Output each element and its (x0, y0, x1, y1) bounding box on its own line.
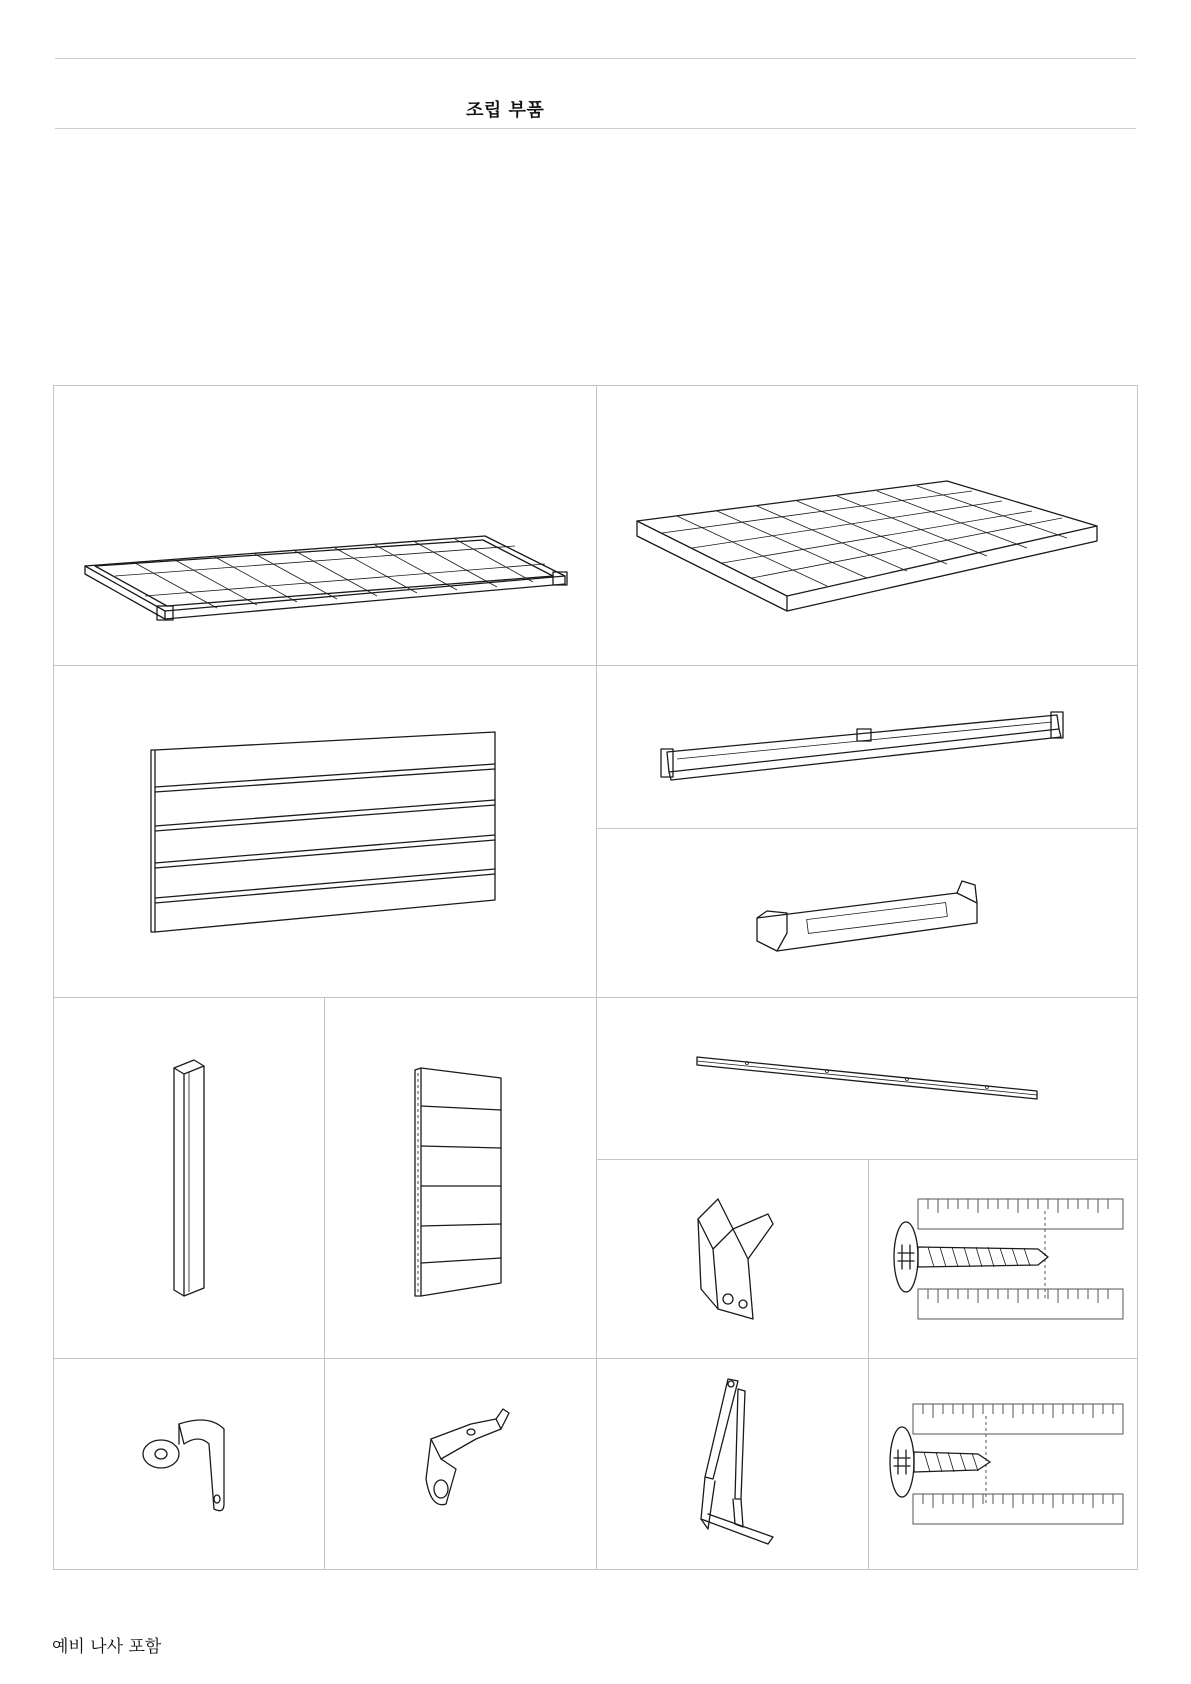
post-illustration (149, 1048, 229, 1308)
roof-grid-illustration (617, 426, 1117, 626)
part-hinge-bracket (596, 1159, 869, 1359)
parts-grid (53, 385, 1138, 1570)
part-long-rod (596, 997, 1138, 1160)
rod-illustration (687, 1039, 1047, 1119)
part-narrow-panel (324, 997, 597, 1359)
narrow-panel-illustration (401, 1048, 521, 1308)
part-roof-panel-grid (596, 385, 1138, 666)
u-bracket-illustration (129, 1404, 249, 1524)
floor-frame-illustration (65, 426, 585, 626)
part-floor-frame (53, 385, 597, 666)
screw-illustration (878, 1189, 1128, 1329)
beam-illustration (647, 697, 1087, 797)
part-handle (596, 828, 1138, 998)
part-corner-post (53, 997, 325, 1359)
header-rule (55, 58, 1136, 59)
handle-illustration (737, 863, 997, 963)
part-gas-strut (596, 1358, 869, 1570)
spare-screws-note: 예비 나사 포함 (52, 1637, 162, 1657)
hinge-illustration (673, 1189, 793, 1329)
part-u-bracket (53, 1358, 325, 1570)
part-wall-panel (53, 665, 597, 998)
screw-illustration (878, 1394, 1128, 1534)
wall-panel-illustration (135, 722, 515, 942)
title-rule (55, 128, 1136, 129)
part-top-beam (596, 665, 1138, 829)
part-z-bracket (324, 1358, 597, 1570)
gas-strut-illustration (673, 1369, 793, 1559)
part-short-screw (868, 1358, 1138, 1570)
page-title: 조립 부품 (466, 100, 545, 121)
part-long-screw (868, 1159, 1138, 1359)
z-bracket-illustration (401, 1399, 521, 1529)
